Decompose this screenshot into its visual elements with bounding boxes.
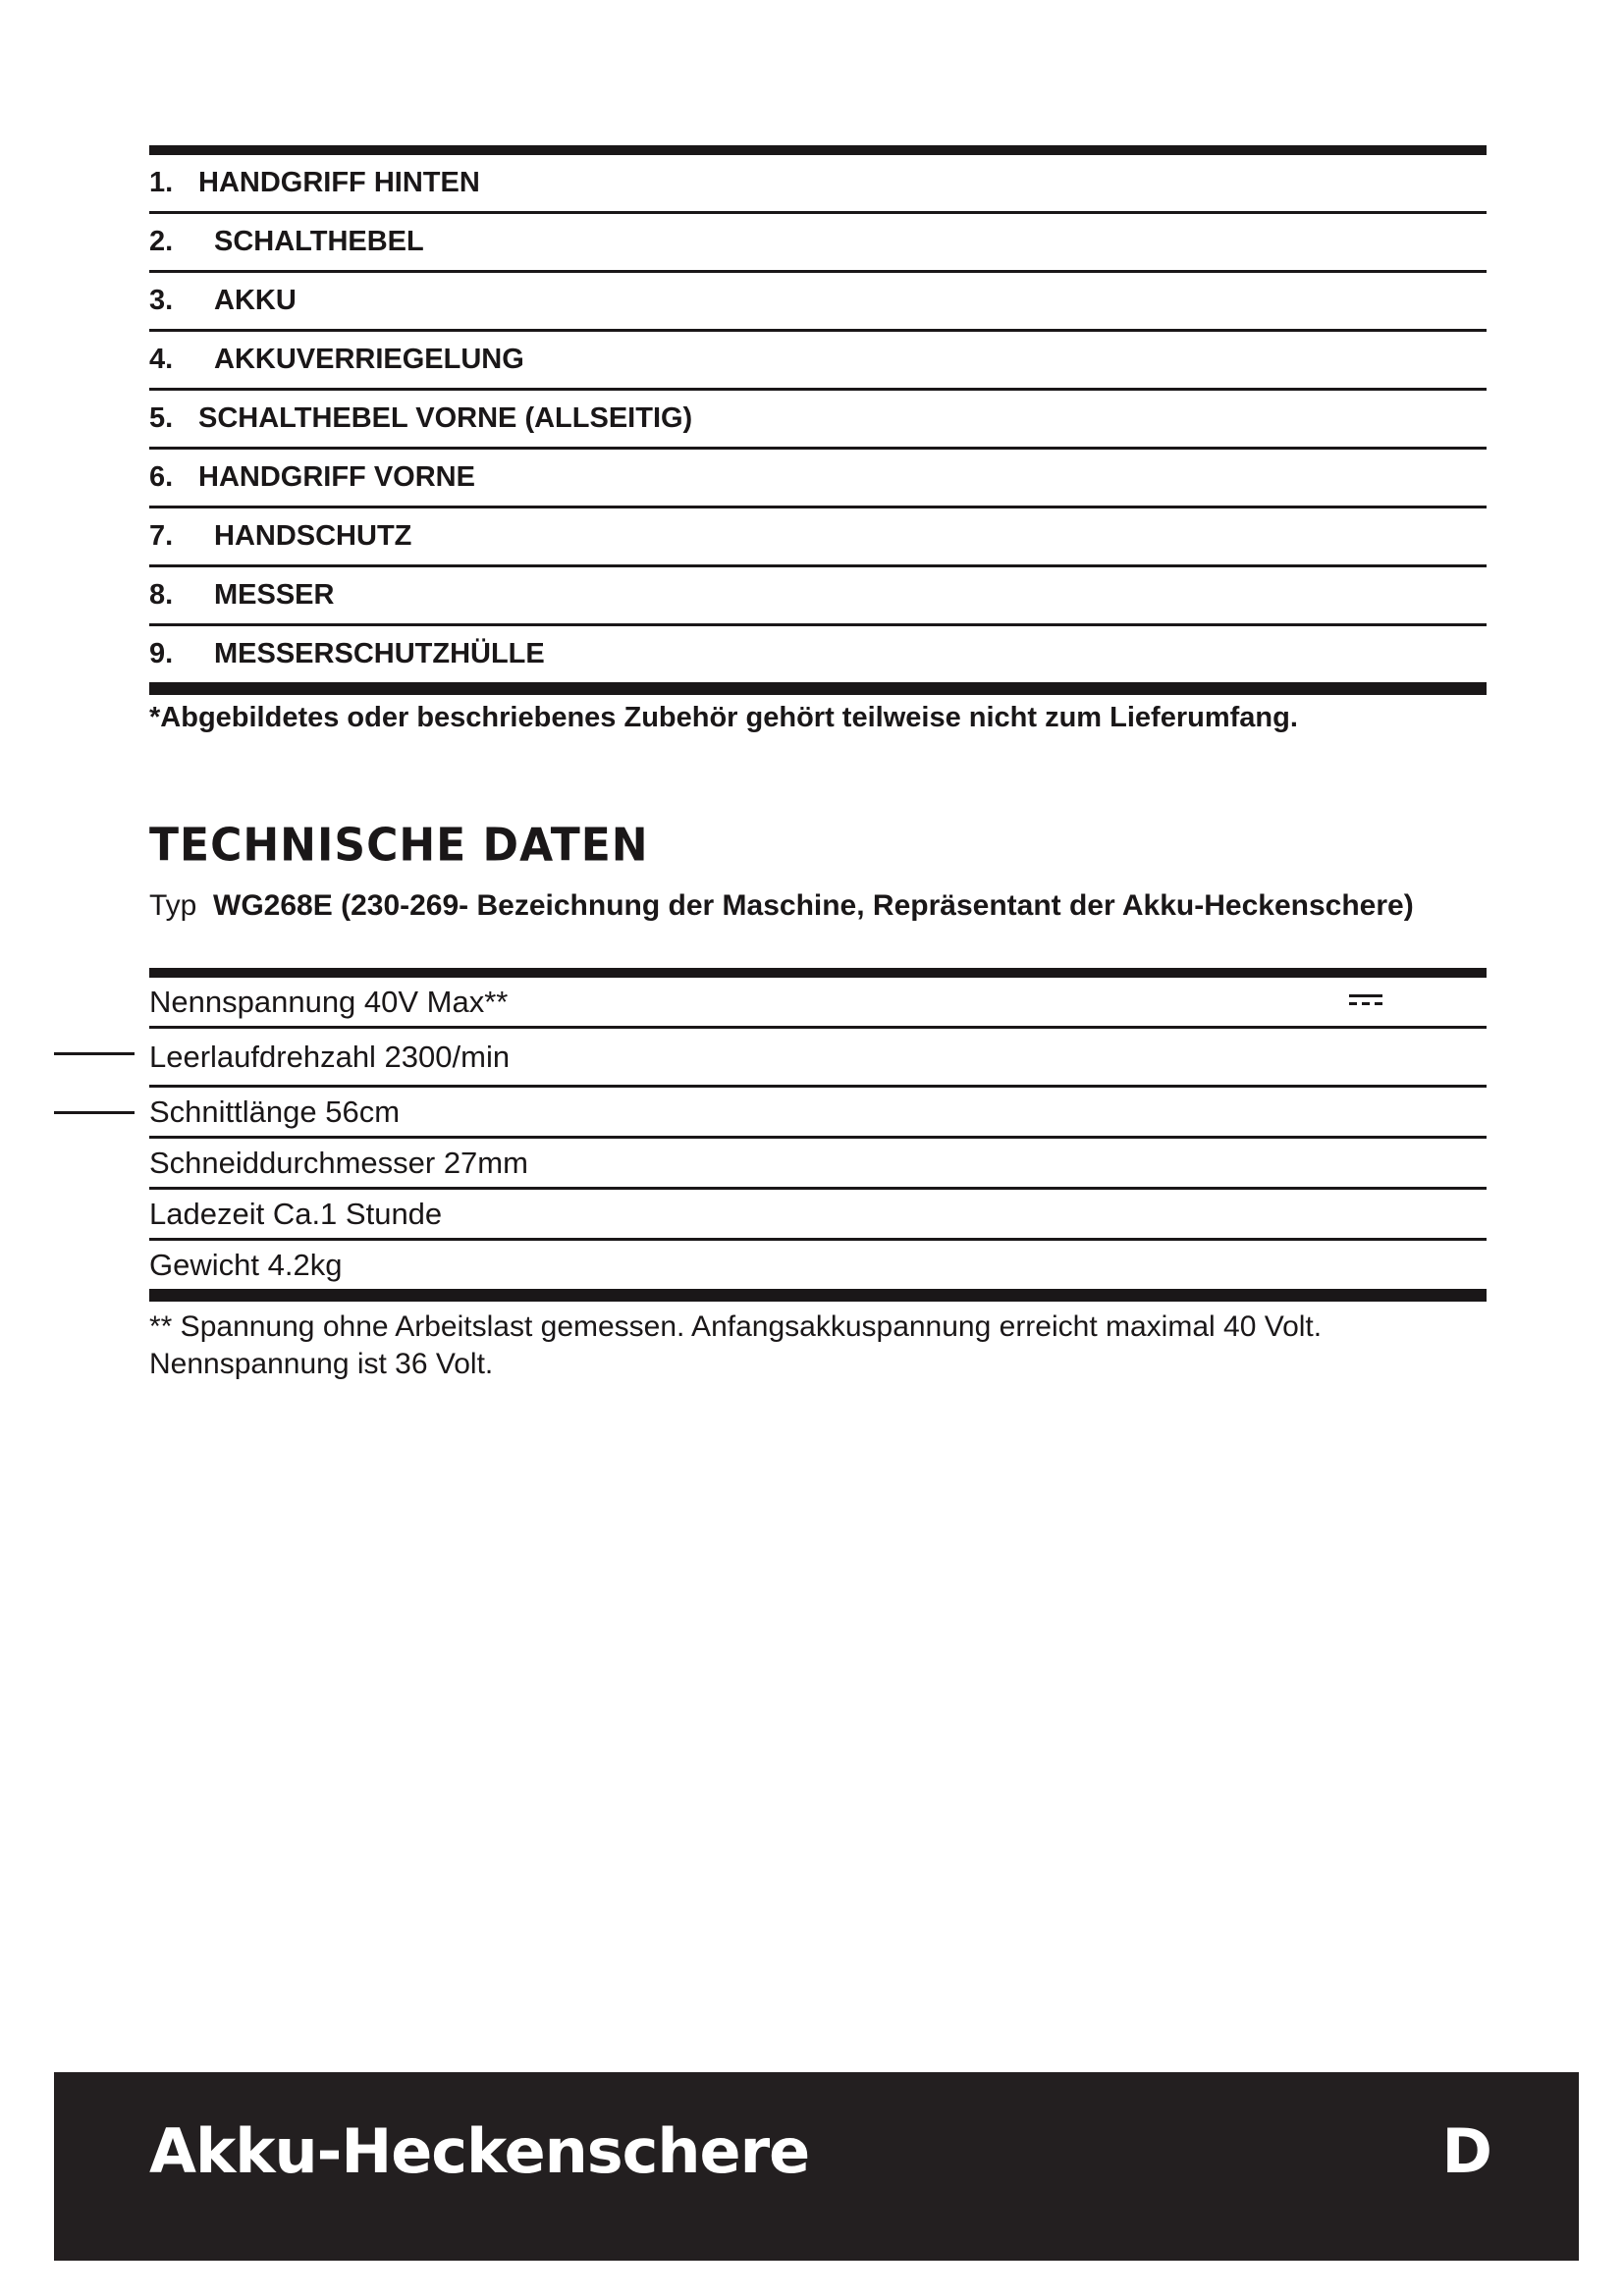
parts-list-item — [149, 450, 1487, 508]
margin-mark — [54, 1111, 135, 1114]
spec-row-weight — [149, 1241, 1487, 1292]
part-number: 2. — [149, 226, 174, 257]
footer-bar — [54, 2072, 1579, 2261]
type-value: WG268E (230-269- Bezeichnung der Maschine, Repräsentant der Akku-Heckenschere) — [213, 889, 1414, 922]
part-label: AKKU — [214, 285, 297, 316]
spec-row-cut-diameter — [149, 1139, 1487, 1190]
dc-symbol-icon — [1349, 994, 1382, 1008]
parts-list — [149, 145, 1487, 695]
parts-list-item — [149, 273, 1487, 332]
spec-table-bottom-rule — [149, 1292, 1487, 1302]
spec-row-charge-time — [149, 1190, 1487, 1241]
spec-row-cut-length — [149, 1088, 1487, 1139]
voltage-footnote: ** Spannung ohne Arbeitslast gemessen. Anfangsakkuspannung erreicht maximal 40 Volt. Nennspannung ist 36 Volt. — [149, 1310, 1323, 1380]
footer-title: Akku-Heckenschere — [149, 2115, 810, 2187]
parts-list-item — [149, 214, 1487, 273]
spec-text: Gewicht 4.2kg — [149, 1247, 343, 1282]
parts-list-item — [149, 155, 1487, 214]
parts-list-item — [149, 508, 1487, 567]
spec-text: Schneiddurchmesser 27mm — [149, 1145, 528, 1180]
part-number: 3. — [149, 285, 174, 316]
accessory-note: *Abgebildetes oder beschriebenes Zubehör gehört teilweise nicht zum Lieferumfang. — [149, 702, 1298, 733]
type-designation — [149, 886, 1426, 926]
spec-text: Ladezeit Ca.1 Stunde — [149, 1196, 443, 1231]
part-number: 5. — [149, 402, 174, 434]
margin-mark — [54, 1052, 135, 1055]
part-number: 9. — [149, 638, 174, 669]
part-number: 7. — [149, 520, 174, 552]
part-label: SCHALTHEBEL VORNE (ALLSEITIG) — [198, 402, 693, 434]
part-label: SCHALTHEBEL — [214, 226, 424, 257]
spec-row-voltage — [149, 978, 1487, 1029]
language-code: D — [1441, 2115, 1492, 2187]
part-label: HANDGRIFF VORNE — [198, 461, 475, 493]
spec-text: Leerlaufdrehzahl 2300/min — [149, 1039, 511, 1074]
part-label: HANDSCHUTZ — [214, 520, 412, 552]
part-label: MESSER — [214, 579, 335, 611]
part-label: HANDGRIFF HINTEN — [198, 167, 480, 198]
parts-list-item — [149, 332, 1487, 391]
parts-list-bottom-rule — [149, 685, 1487, 695]
part-number: 8. — [149, 579, 174, 611]
spec-row-speed — [149, 1029, 1487, 1088]
section-title: TECHNISCHE DATEN — [149, 819, 649, 873]
spec-text: Nennspannung 40V Max** — [149, 984, 509, 1019]
part-label: MESSERSCHUTZHÜLLE — [214, 638, 545, 669]
parts-list-item — [149, 567, 1487, 626]
parts-list-item — [149, 626, 1487, 685]
part-number: 1. — [149, 167, 174, 198]
part-number: 4. — [149, 344, 174, 375]
part-number: 6. — [149, 461, 174, 493]
spec-table — [149, 968, 1487, 1302]
part-label: AKKUVERRIEGELUNG — [214, 344, 524, 375]
spec-text: Schnittlänge 56cm — [149, 1094, 401, 1129]
type-prefix: Typ — [149, 889, 197, 922]
parts-list-item — [149, 391, 1487, 450]
